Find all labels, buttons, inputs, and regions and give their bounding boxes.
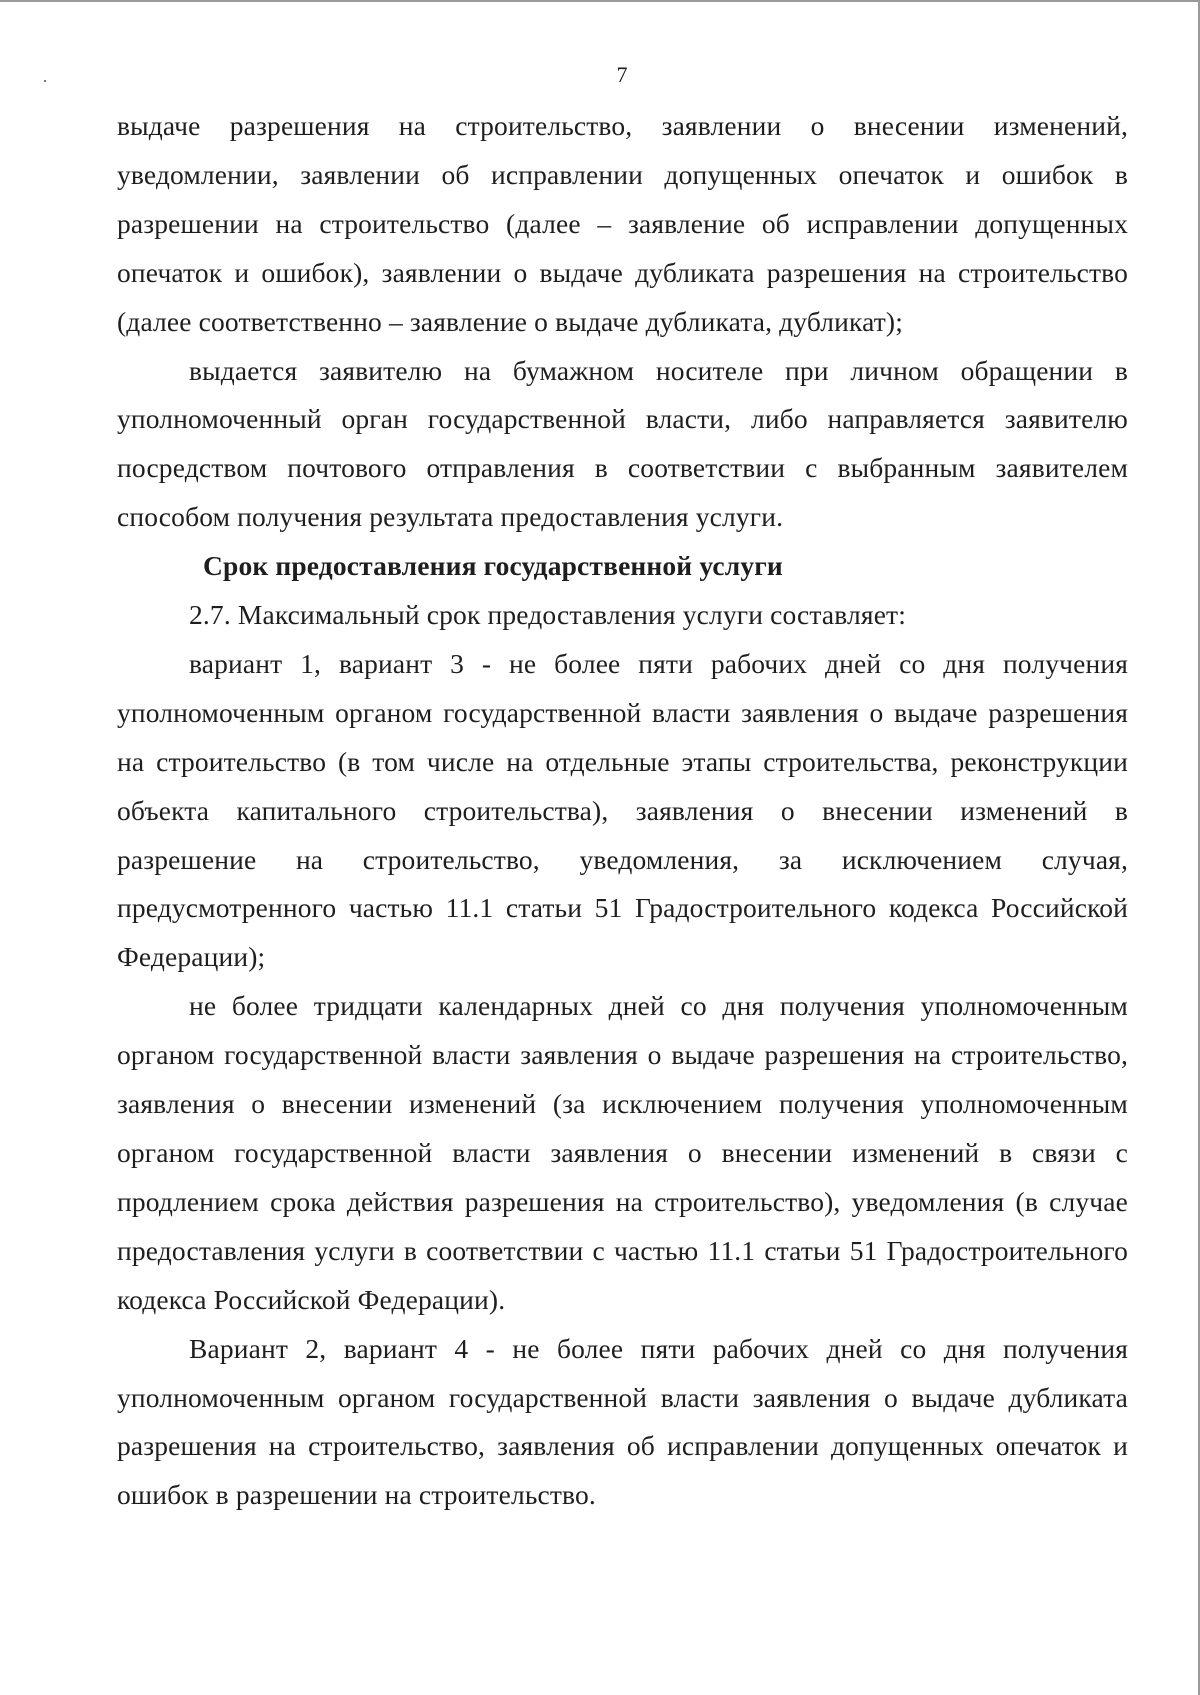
paragraph-continuation: выдаче разрешения на строительство, заявлении о внесении изменений, уведомлении, заявлении об исправлении допущенных опечаток и ошибок в разрешении на строительство (далее – заявление об исправлении допущенных опечаток и ошибок), заявлении о выдаче дубликата разрешения на строительство (далее соответственно – заявление о выдаче дубликата, дубликат); — [117, 110, 1128, 337]
paragraph-thirty-days: не более тридцати календарных дней со дня получения уполномоченным органом государственной власти заявления о выдаче разрешения на строительство, заявления о внесении изменений (за исключением получения уполномоченным органом государственной власти заявления о внесении изменений в связи с продлением срока действия разрешения на строительство), уведомления (в случае предоставления услуги в соответствии с частью 11.1 статьи 51 Градостроительного кодекса Российской Федерации). — [117, 990, 1128, 1315]
page-number: 7 — [616, 62, 628, 87]
section-heading: Срок предоставления государственной услуги — [203, 550, 783, 582]
paragraph-variant-2-4: Вариант 2, вариант 4 - не более пяти рабочих дней со дня получения уполномоченным органом государственной власти заявления о выдаче дубликата разрешения на строительство, заявления об исправлении допущенных опечаток и ошибок в разрешении на строительство. — [117, 1332, 1128, 1511]
paragraph-clause-2-7: 2.7. Максимальный срок предоставления услуги составляет: — [189, 599, 907, 631]
paragraph-variant-1-3: вариант 1, вариант 3 - не более пяти рабочих дней со дня получения уполномоченным органом государственной власти заявления о выдаче разрешения на строительство (в том числе на отдельные этапы строительства, реконструкции объекта капитального строительства), заявления о внесении изменений в разрешение на строительство, уведомления, за исключением случая, предусмотренного частью 11.1 статьи 51 Градостроительного кодекса Российской Федерации); — [117, 647, 1128, 973]
paragraph-delivery-method: выдается заявителю на бумажном носителе при личном обращении в уполномоченный орган государственной власти, либо направляется заявителю посредством почтового отправления в соответствии с выбранным заявителем способом получения результата предоставления услуги. — [117, 354, 1128, 533]
page-top-edge — [0, 0, 1200, 2]
document-body — [117, 102, 1128, 1520]
